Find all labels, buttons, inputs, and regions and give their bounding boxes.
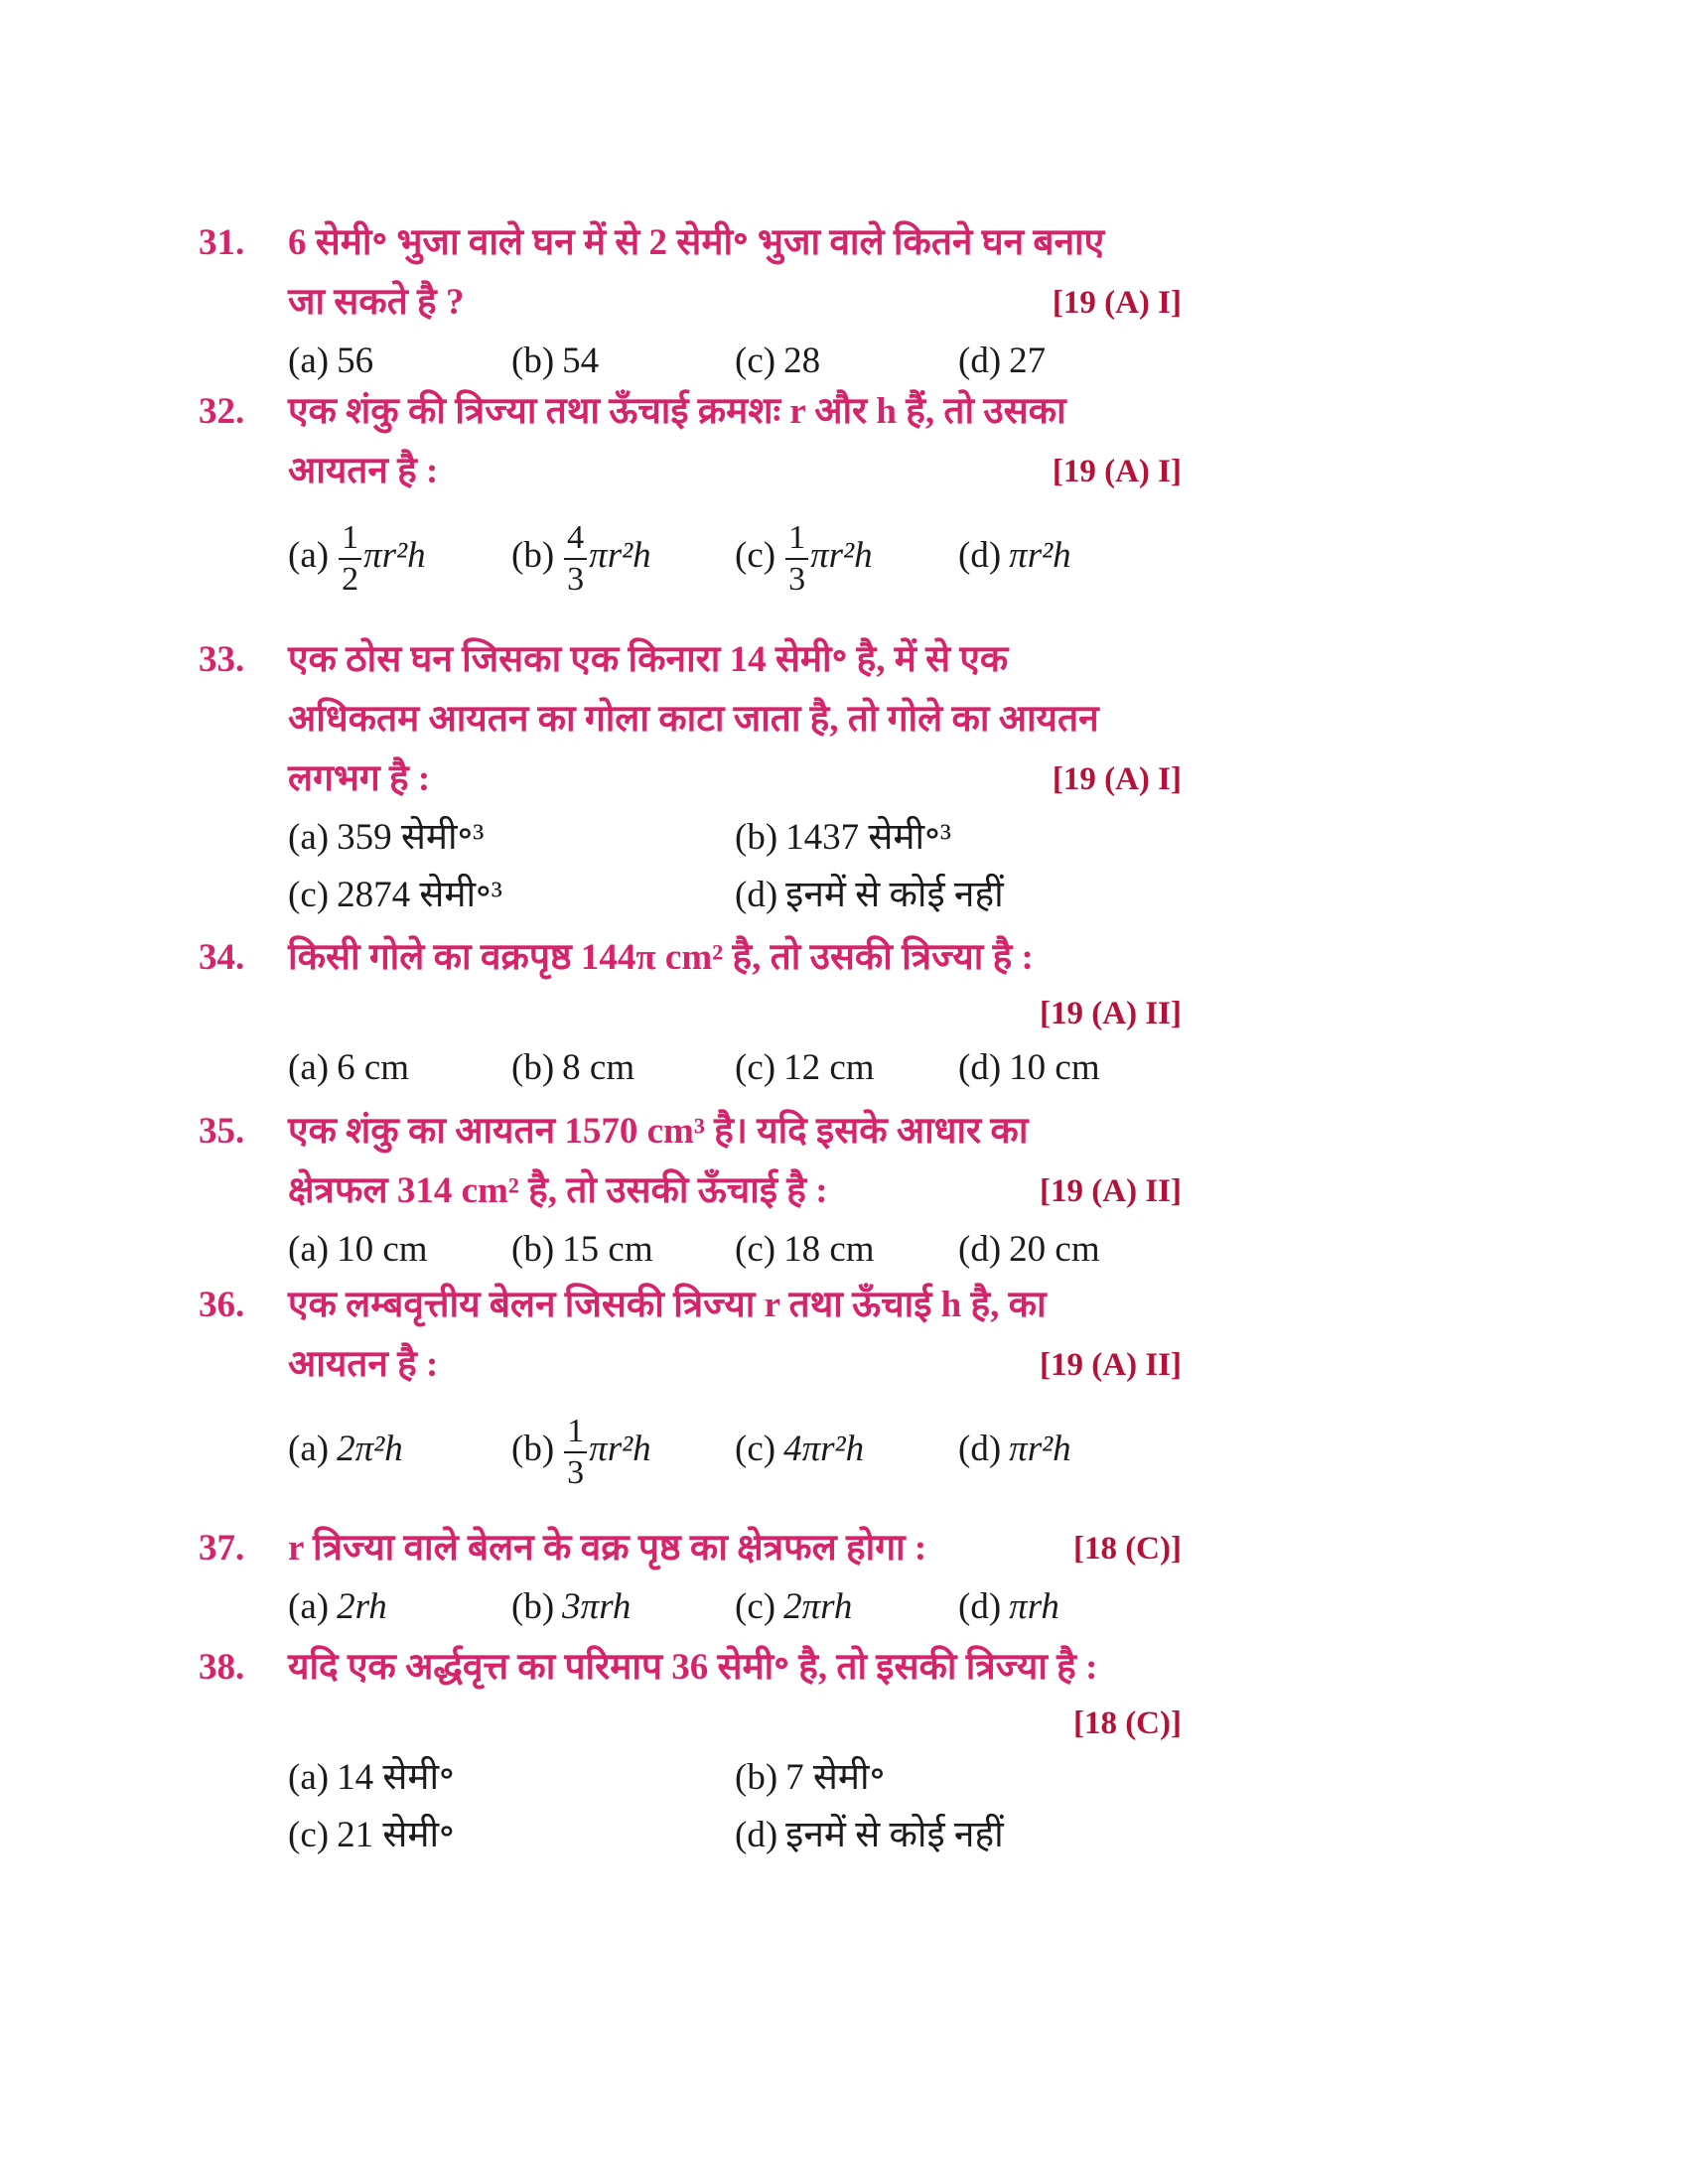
- option-a: (a) $\frac{1}{2}$ πr²h: [288, 518, 426, 598]
- option-a: (a) 359 सेमी॰³: [288, 817, 485, 858]
- fraction: $\frac{4}{3}$: [564, 518, 587, 600]
- option-a: (a) 56: [288, 341, 374, 381]
- question-text: अधिकतम आयतन का गोला काटा जाता है, तो गोले का आयतन: [288, 699, 1099, 740]
- exam-tag: [19 (A) II]: [1040, 1173, 1182, 1209]
- fraction: $\frac{1}{2}$: [339, 518, 361, 600]
- question-35: [199, 1102, 1192, 1279]
- option-c: (c) 4πr²h: [735, 1429, 865, 1469]
- exam-tag: [19 (A) I]: [1052, 761, 1182, 797]
- question-text: एक लम्बवृत्तीय बेलन जिसकी त्रिज्या r तथा ऊँचाई h है, का: [288, 1285, 1047, 1325]
- option-d: (d) πrh: [958, 1586, 1059, 1627]
- question-text: एक शंकु की त्रिज्या तथा ऊँचाई क्रमशः r और h हैं, तो उसका: [288, 391, 1066, 432]
- exam-tag: [18 (C)]: [1072, 1706, 1182, 1741]
- option-d: (d) इनमें से कोई नहीं: [735, 1815, 1004, 1855]
- question-text: यदि एक अर्द्धवृत्त का परिमाप 36 सेमी॰ है, तो इसकी त्रिज्या है :: [288, 1647, 1098, 1688]
- option-a: (a) 2rh: [288, 1586, 387, 1627]
- option-b: (b) 15 cm: [511, 1229, 653, 1270]
- question-33: [199, 630, 1192, 924]
- question-text: एक ठोस घन जिसका एक किनारा 14 सेमी॰ है, में से एक: [288, 639, 1009, 680]
- exam-tag: [19 (A) II]: [1040, 996, 1182, 1031]
- question-number: 31.: [199, 222, 245, 263]
- option-c: (c) 21 सेमी॰: [288, 1815, 455, 1855]
- option-b: (b) 7 सेमी॰: [735, 1757, 886, 1798]
- question-text: जा सकते है ?: [288, 282, 465, 323]
- question-31: [199, 213, 1192, 390]
- question-number: 37.: [199, 1528, 245, 1569]
- fraction: $\frac{1}{3}$: [785, 518, 808, 600]
- question-37: [199, 1519, 1192, 1636]
- exam-tag: [18 (C)]: [1072, 1531, 1182, 1567]
- question-number: 34.: [199, 937, 245, 978]
- option-a: (a) 2π²h: [288, 1429, 403, 1469]
- option-d: (d) 27: [958, 341, 1047, 381]
- option-a: (a) 6 cm: [288, 1047, 410, 1088]
- question-text: क्षेत्रफल 314 cm² है, तो उसकी ऊँचाई है :: [288, 1170, 828, 1211]
- option-a: (a) 10 cm: [288, 1229, 428, 1270]
- option-c: (c) 2πrh: [735, 1586, 853, 1627]
- question-text: किसी गोले का वक्रपृष्ठ 144π cm² है, तो उसकी त्रिज्या है :: [288, 937, 1034, 978]
- question-number: 38.: [199, 1647, 245, 1688]
- question-text: लगभग है :: [288, 758, 431, 799]
- question-32: [199, 382, 1192, 611]
- question-36: [199, 1276, 1192, 1504]
- question-text: 6 सेमी॰ भुजा वाले घन में से 2 सेमी॰ भुजा वाले कितने घन बनाए: [288, 222, 1105, 263]
- exam-tag: [19 (A) I]: [1052, 454, 1182, 489]
- question-text: आयतन है :: [288, 1344, 439, 1385]
- option-b: (b) 8 cm: [511, 1047, 635, 1088]
- question-text: आयतन है :: [288, 451, 439, 491]
- option-c: (c) 18 cm: [735, 1229, 875, 1270]
- option-d: (d) इनमें से कोई नहीं: [735, 875, 1004, 915]
- option-d: (d) πr²h: [958, 1429, 1071, 1469]
- question-34: [199, 928, 1192, 1097]
- option-b: (b) $\frac{1}{3}$ πr²h: [511, 1412, 651, 1491]
- option-c: (c) 28: [735, 341, 821, 381]
- option-b: (b) 3πrh: [511, 1586, 632, 1627]
- question-text: r त्रिज्या वाले बेलन के वक्र पृष्ठ का क्षेत्रफल होगा :: [288, 1528, 927, 1569]
- option-a: (a) 14 सेमी॰: [288, 1757, 455, 1798]
- option-d: (d) πr²h: [958, 535, 1071, 576]
- option-b: (b) $\frac{4}{3}$ πr²h: [511, 518, 651, 598]
- option-d: (d) 20 cm: [958, 1229, 1100, 1270]
- option-b: (b) 1437 सेमी॰³: [735, 817, 951, 858]
- exam-tag: [19 (A) I]: [1052, 285, 1182, 321]
- question-38: [199, 1638, 1192, 1864]
- option-d: (d) 10 cm: [958, 1047, 1100, 1088]
- fraction: $\frac{1}{3}$: [564, 1412, 587, 1493]
- question-number: 32.: [199, 391, 245, 432]
- option-c: (c) 2874 सेमी॰³: [288, 875, 502, 915]
- question-number: 33.: [199, 639, 245, 680]
- exam-tag: [19 (A) II]: [1040, 1347, 1182, 1383]
- option-c: (c) 12 cm: [735, 1047, 875, 1088]
- question-text: एक शंकु का आयतन 1570 cm³ है। यदि इसके आधार का: [288, 1111, 1029, 1152]
- option-c: (c) $\frac{1}{3}$ πr²h: [735, 518, 873, 598]
- option-b: (b) 54: [511, 341, 600, 381]
- question-number: 35.: [199, 1111, 245, 1152]
- question-number: 36.: [199, 1285, 245, 1325]
